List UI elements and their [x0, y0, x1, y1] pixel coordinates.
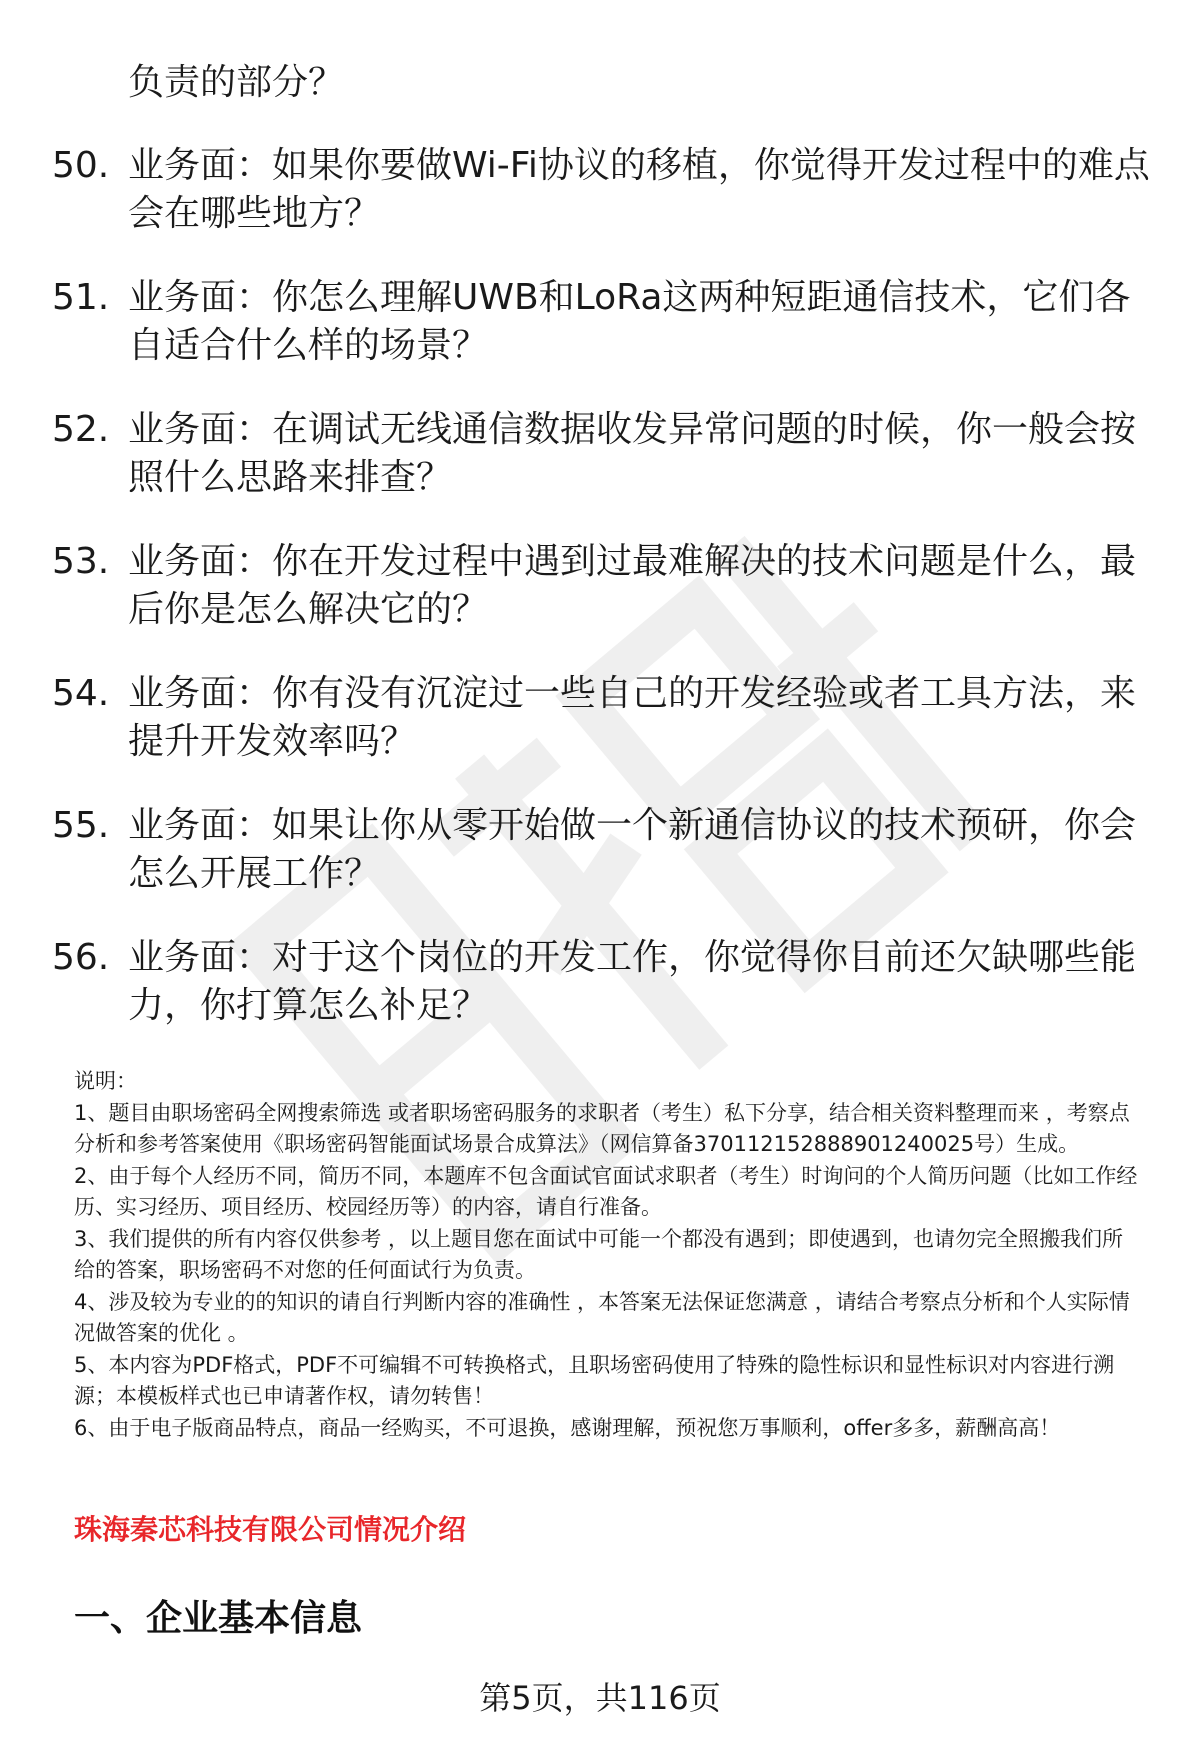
list-item [52, 142, 1162, 238]
note-item: 6、由于电子版商品特点，商品一经购买，不可退换，感谢理解，预祝您万事顺利，offer多多，薪酬高高！ [74, 1415, 1061, 1440]
note-item: 4、涉及较为专业的的知识的请自行判断内容的准确性 ，本答案无法保证您满意 ，请结合考察点分析和个人实际情况做答案的优化 。 [74, 1289, 1130, 1345]
note-item: 1、题目由职场密码全网搜索筛选 或者职场密码服务的求职者（考生）私下分享，结合相关资料整理而来 ，考察点分析和参考答案使用《职场密码智能面试场景合成算法》（网信算备370112152888901240025号）生成。 [74, 1100, 1130, 1156]
notes-heading: 说明： [74, 1069, 137, 1093]
list-item [52, 670, 1162, 766]
question-number: 54. [52, 673, 110, 714]
question-text: 业务面：你在开发过程中遇到过最难解决的技术问题是什么，最后你是怎么解决它的？ [128, 541, 1137, 630]
notes-section [74, 1066, 1144, 1444]
question-text: 业务面：在调试无线通信数据收发异常问题的时候，你一般会按照什么思路来排查？ [128, 409, 1137, 498]
list-item [52, 934, 1162, 1030]
question-number: 55. [52, 805, 110, 846]
question-number: 56. [52, 937, 110, 978]
question-text: 业务面：对于这个岗位的开发工作，你觉得你目前还欠缺哪些能力，你打算怎么补足？ [128, 937, 1137, 1026]
company-title: 珠海秦芯科技有限公司情况介绍 [74, 1513, 467, 1546]
list-item [52, 274, 1162, 370]
page-number: 第5页，共116页 [479, 1679, 721, 1717]
list-item [52, 802, 1162, 898]
list-item [52, 406, 1162, 502]
continuation-text: 负责的部分？ [128, 62, 345, 103]
question-text: 业务面：你有没有沉淀过一些自己的开发经验或者工具方法，来提升开发效率吗？ [128, 673, 1137, 762]
question-list [52, 142, 1162, 1066]
note-item: 5、本内容为PDF格式，PDF不可编辑不可转换格式，且职场密码使用了特殊的隐性标识和显性标识对内容进行溯源；本模板样式也已申请著作权，请勿转售！ [74, 1352, 1115, 1408]
question-number: 53. [52, 541, 110, 582]
question-number: 50. [52, 145, 110, 186]
question-text: 业务面：如果让你从零开始做一个新通信协议的技术预研，你会怎么开展工作？ [128, 805, 1137, 894]
question-text: 业务面：如果你要做Wi-Fi协议的移植，你觉得开发过程中的难点会在哪些地方？ [128, 145, 1150, 234]
question-number: 51. [52, 277, 110, 318]
question-number: 52. [52, 409, 110, 450]
note-item: 2、由于每个人经历不同，简历不同，本题库不包含面试官面试求职者（考生）时询问的个人简历问题（比如工作经历、实习经历、项目经历、校园经历等）的内容，请自行准备。 [74, 1163, 1138, 1219]
question-text: 业务面：你怎么理解UWB和LoRa这两种短距通信技术，它们各自适合什么样的场景？ [128, 277, 1131, 366]
section-title: 一、企业基本信息 [74, 1598, 363, 1639]
note-item: 3、我们提供的所有内容仅供参考 ，以上题目您在面试中可能一个都没有遇到；即使遇到，也请勿完全照搬我们所给的答案，职场密码不对您的任何面试行为负责。 [74, 1226, 1124, 1282]
list-item [52, 538, 1162, 634]
